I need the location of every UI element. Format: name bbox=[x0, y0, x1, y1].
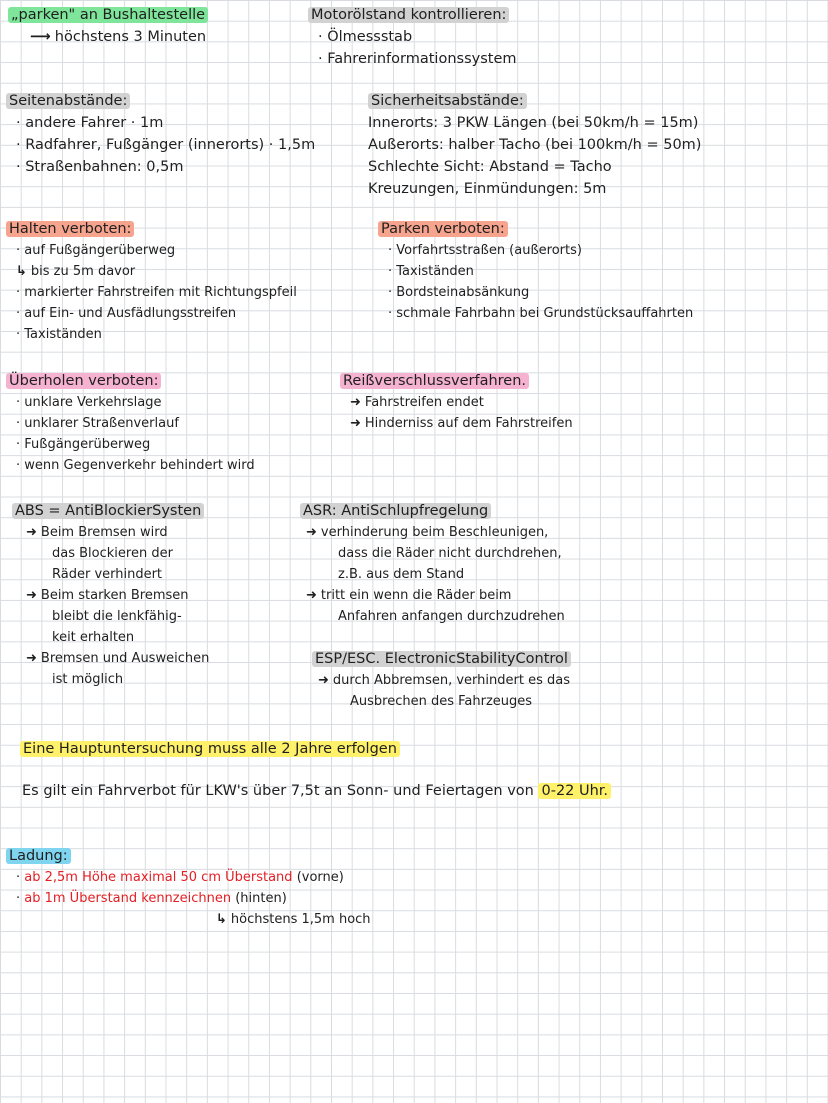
esp-title: ESP/ESC. ElectronicStabilityControl bbox=[312, 651, 571, 667]
arrow-right-icon: ➜ bbox=[26, 651, 37, 666]
list-item: · Taxiständen bbox=[388, 264, 474, 279]
inspection-text: Eine Hauptuntersuchung muss alle 2 Jahre erfolgen bbox=[20, 741, 400, 757]
abs-title: ABS = AntiBlockierSysten bbox=[12, 503, 204, 519]
safety-distance-title: Sicherheitsabstände: bbox=[368, 93, 527, 109]
driving-ban-time: 0-22 Uhr. bbox=[538, 783, 611, 799]
list-item: · schmale Fahrbahn bei Grundstücksauffahrten bbox=[388, 306, 694, 321]
list-item: Schlechte Sicht: Abstand = Tacho bbox=[368, 159, 612, 175]
arrow-sub-icon: ↳ bbox=[16, 264, 27, 279]
side-distance-title: Seitenabstände: bbox=[6, 93, 130, 109]
arrow-right-icon: ➜ bbox=[350, 416, 361, 431]
arrow-sub-icon: ↳ bbox=[216, 912, 227, 927]
list-item: ↳ höchstens 1,5m hoch bbox=[216, 912, 371, 927]
driving-ban-note bbox=[22, 780, 611, 802]
esp-section: ESP/ESC. ElectronicStabilityControl ➜ durch Abbremsen, verhindert es das Ausbrechen des Fahrzeuges bbox=[312, 648, 571, 712]
list-item: · Fahrerinformationssystem bbox=[318, 51, 517, 67]
list-item: Kreuzungen, Einmündungen: 5m bbox=[368, 181, 607, 197]
no-parking-title: Parken verboten: bbox=[378, 221, 508, 237]
cargo-section bbox=[6, 845, 371, 930]
no-overtaking-section bbox=[6, 370, 255, 476]
list-item: · andere Fahrer · 1m bbox=[16, 115, 164, 131]
list-item: · Fußgängerüberweg bbox=[16, 437, 151, 452]
no-parking-section bbox=[378, 218, 693, 324]
list-item: · Ölmessstab bbox=[318, 29, 413, 45]
arrow-right-icon: ➜ bbox=[350, 395, 361, 410]
arrow-right-icon: ➜ bbox=[306, 525, 317, 540]
list-item: · markierter Fahrstreifen mit Richtungspfeil bbox=[16, 285, 297, 300]
zipper-title: Reißverschlussverfahren. bbox=[340, 373, 529, 389]
list-item: · wenn Gegenverkehr behindert wird bbox=[16, 458, 255, 473]
list-item: · unklarer Straßenverlauf bbox=[16, 416, 179, 431]
list-item: · Straßenbahnen: 0,5m bbox=[16, 159, 184, 175]
arrow-right-icon: ⟶ bbox=[30, 29, 51, 45]
list-item: · ab 1m Überstand kennzeichnen (hinten) bbox=[16, 891, 287, 906]
list-item: · Radfahrer, Fußgänger (innerorts) · 1,5m bbox=[16, 137, 316, 153]
driving-ban-text: Es gilt ein Fahrverbot für LKW's über 7,5t an Sonn- und Feiertagen von bbox=[22, 783, 534, 799]
list-item: ➜ Fahrstreifen endet bbox=[350, 395, 484, 410]
safety-distance-section bbox=[368, 90, 701, 200]
list-item: Außerorts: halber Tacho (bei 100km/h = 50m) bbox=[368, 137, 702, 153]
list-item: · ab 2,5m Höhe maximal 50 cm Überstand (vorne) bbox=[16, 870, 344, 885]
no-stopping-section bbox=[6, 218, 297, 345]
list-item: ➜ Hinderniss auf dem Fahrstreifen bbox=[350, 416, 573, 431]
oil-title: Motorölstand kontrollieren: bbox=[308, 7, 509, 23]
asr-title: ASR: AntiSchlupfregelung bbox=[300, 503, 491, 519]
inspection-note bbox=[20, 738, 400, 760]
list-item: · Bordsteinabsänkung bbox=[388, 285, 530, 300]
zipper-section bbox=[340, 370, 573, 434]
arrow-right-icon: ➜ bbox=[26, 525, 37, 540]
bus-stop-section bbox=[8, 4, 208, 48]
list-item: Innerorts: 3 PKW Längen (bei 50km/h = 15m) bbox=[368, 115, 699, 131]
list-item: · auf Ein- und Ausfädlungsstreifen bbox=[16, 306, 237, 321]
arrow-right-icon: ➜ bbox=[306, 588, 317, 603]
no-stopping-title: Halten verboten: bbox=[6, 221, 134, 237]
arrow-right-icon: ➜ bbox=[318, 673, 329, 688]
abs-section: ABS = AntiBlockierSysten ➜ Beim Bremsen wird das Blockieren der Räder verhindert ➜ Beim starken Bremsen bleibt die lenkfähig- keit erhalten ➜ Bremsen und Ausweichen ist möglich bbox=[12, 500, 209, 690]
arrow-right-icon: ➜ bbox=[26, 588, 37, 603]
list-item: · unklare Verkehrslage bbox=[16, 395, 162, 410]
bus-stop-rule: höchstens 3 Minuten bbox=[54, 29, 207, 45]
list-item: · Vorfahrtsstraßen (außerorts) bbox=[388, 243, 582, 258]
list-item: · auf Fußgängerüberweg bbox=[16, 243, 176, 258]
bus-stop-title: „parken" an Bushaltestelle bbox=[8, 7, 208, 23]
list-item: ↳ bis zu 5m davor bbox=[16, 264, 136, 279]
asr-section: ASR: AntiSchlupfregelung ➜ verhinderung beim Beschleunigen, dass die Räder nicht durchdrehen, z.B. aus dem Stand ➜ tritt ein wenn die Räder beim Anfahren anfangen durchzudrehen bbox=[300, 500, 565, 627]
oil-section bbox=[308, 4, 517, 70]
side-distance-section bbox=[6, 90, 315, 178]
cargo-title: Ladung: bbox=[6, 848, 71, 864]
list-item: · Taxiständen bbox=[16, 327, 102, 342]
no-overtaking-title: Überholen verboten: bbox=[6, 373, 161, 389]
